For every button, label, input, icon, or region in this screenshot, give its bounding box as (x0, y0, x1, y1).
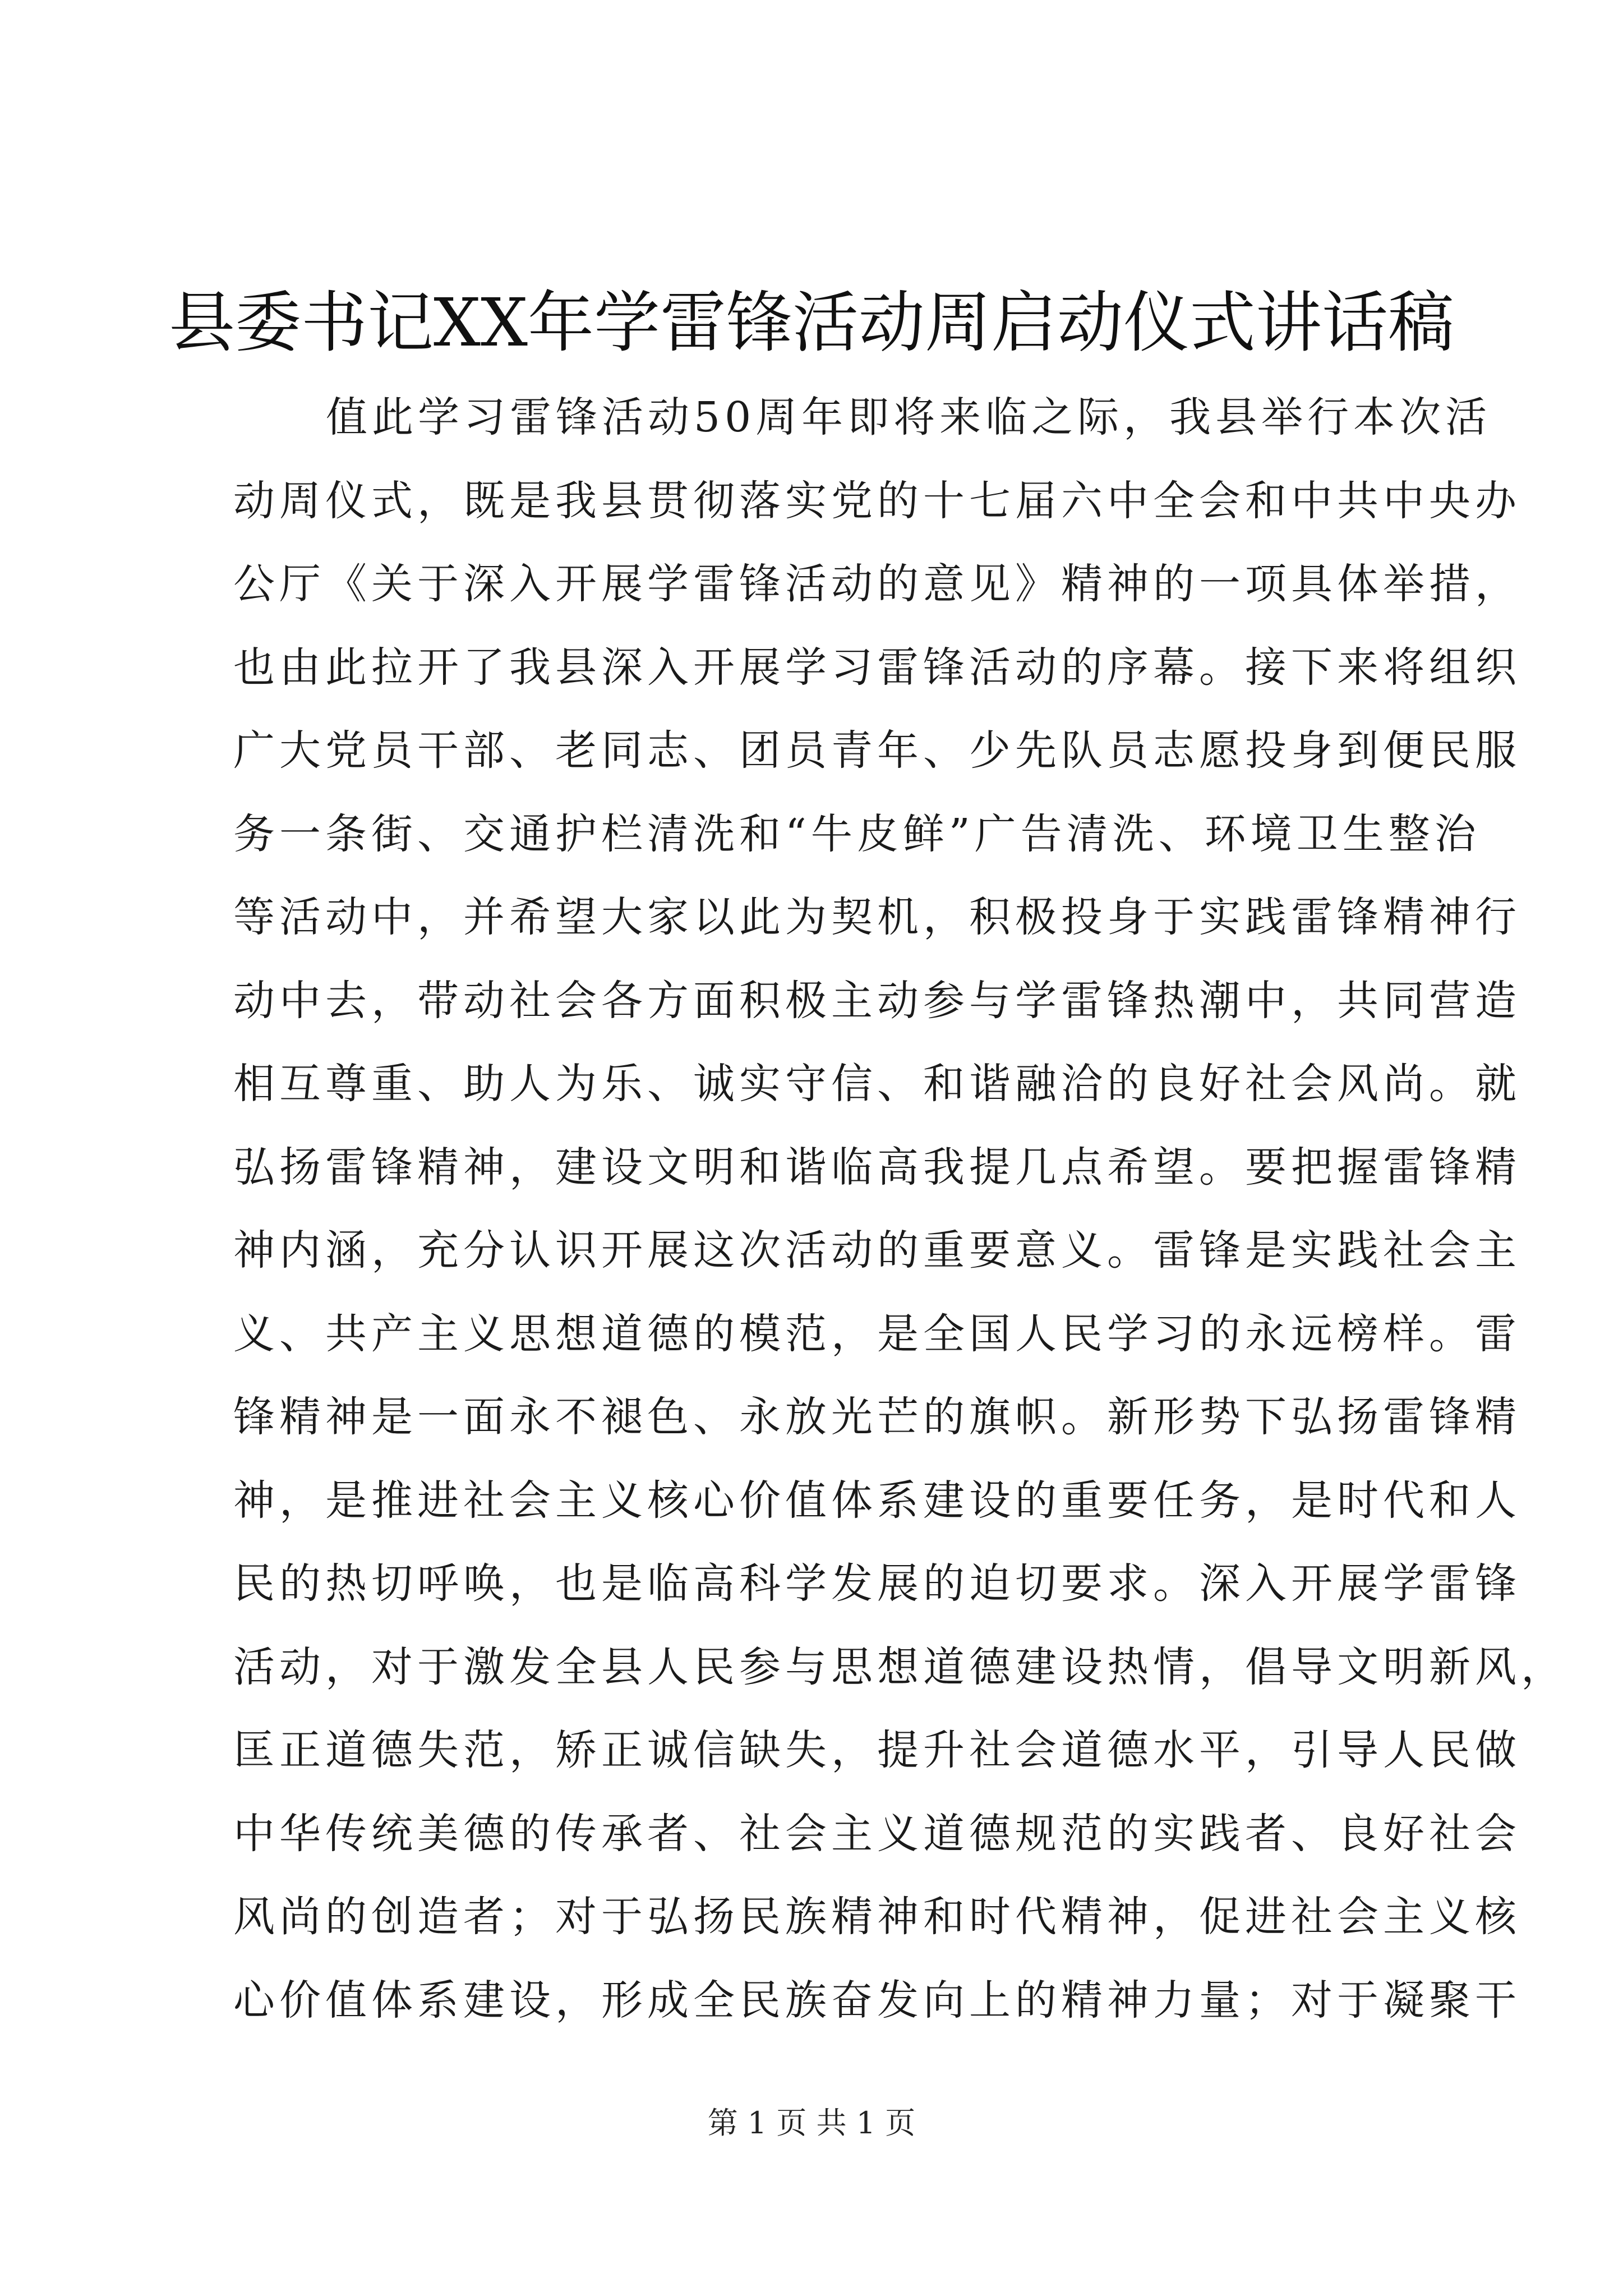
paragraph-line: 弘扬雷锋精神，建设文明和谐临高我提几点希望。要把握雷锋精 (233, 1143, 1521, 1191)
paragraph-line: 心价值体系建设，形成全民族奋发向上的精神力量；对于凝聚干 (233, 1976, 1521, 2024)
document-title: 县委书记XX年学雷锋活动周启动仪式讲话稿 (168, 284, 1454, 361)
paragraph-line: 也由此拉开了我县深入开展学习雷锋活动的序幕。接下来将组织 (233, 643, 1521, 692)
paragraph-line: 等活动中，并希望大家以此为契机，积极投身于实践雷锋精神行 (233, 893, 1521, 941)
paragraph-line: 义、共产主义思想道德的模范，是全国人民学习的永远榜样。雷 (233, 1309, 1521, 1358)
paragraph-line: 务一条街、交通护栏清洗和“牛皮鲜”广告清洗、环境卫生整治 (233, 809, 1481, 858)
paragraph-line: 相互尊重、助人为乐、诚实守信、和谐融洽的良好社会风尚。就 (233, 1060, 1521, 1108)
paragraph-line: 广大党员干部、老同志、团员青年、少先队员志愿投身到便民服 (233, 726, 1521, 775)
paragraph-line: 神内涵，充分认识开展这次活动的重要意义。雷锋是实践社会主 (233, 1226, 1521, 1274)
document-body (233, 376, 1567, 2042)
paragraph-line: 动周仪式，既是我县贯彻落实党的十七届六中全会和中共中央办 (233, 476, 1521, 525)
paragraph-line: 值此学习雷锋活动50周年即将来临之际，我县举行本次活 (326, 393, 1492, 441)
paragraph-line: 活动，对于激发全县人民参与思想道德建设热情，倡导文明新风， (233, 1642, 1567, 1691)
paragraph-line: 民的热切呼唤，也是临高科学发展的迫切要求。深入开展学雷锋 (233, 1559, 1521, 1608)
paragraph-line: 风尚的创造者；对于弘扬民族精神和时代精神，促进社会主义核 (233, 1893, 1521, 1941)
paragraph-line: 匡正道德失范，矫正诚信缺失，提升社会道德水平，引导人民做 (233, 1726, 1521, 1774)
paragraph-line: 神，是推进社会主义核心价值体系建设的重要任务，是时代和人 (233, 1476, 1521, 1525)
paragraph-line: 公厅《关于深入开展学雷锋活动的意见》精神的一项具体举措， (233, 560, 1521, 608)
paragraph-line: 动中去，带动社会各方面积极主动参与学雷锋热潮中，共同营造 (233, 976, 1521, 1025)
paragraph-line: 锋精神是一面永不褪色、永放光芒的旗帜。新形势下弘扬雷锋精 (233, 1393, 1521, 1441)
paragraph-line: 中华传统美德的传承者、社会主义道德规范的实践者、良好社会 (233, 1809, 1521, 1858)
page-footer: 第 1 页 共 1 页 (707, 2105, 916, 2141)
